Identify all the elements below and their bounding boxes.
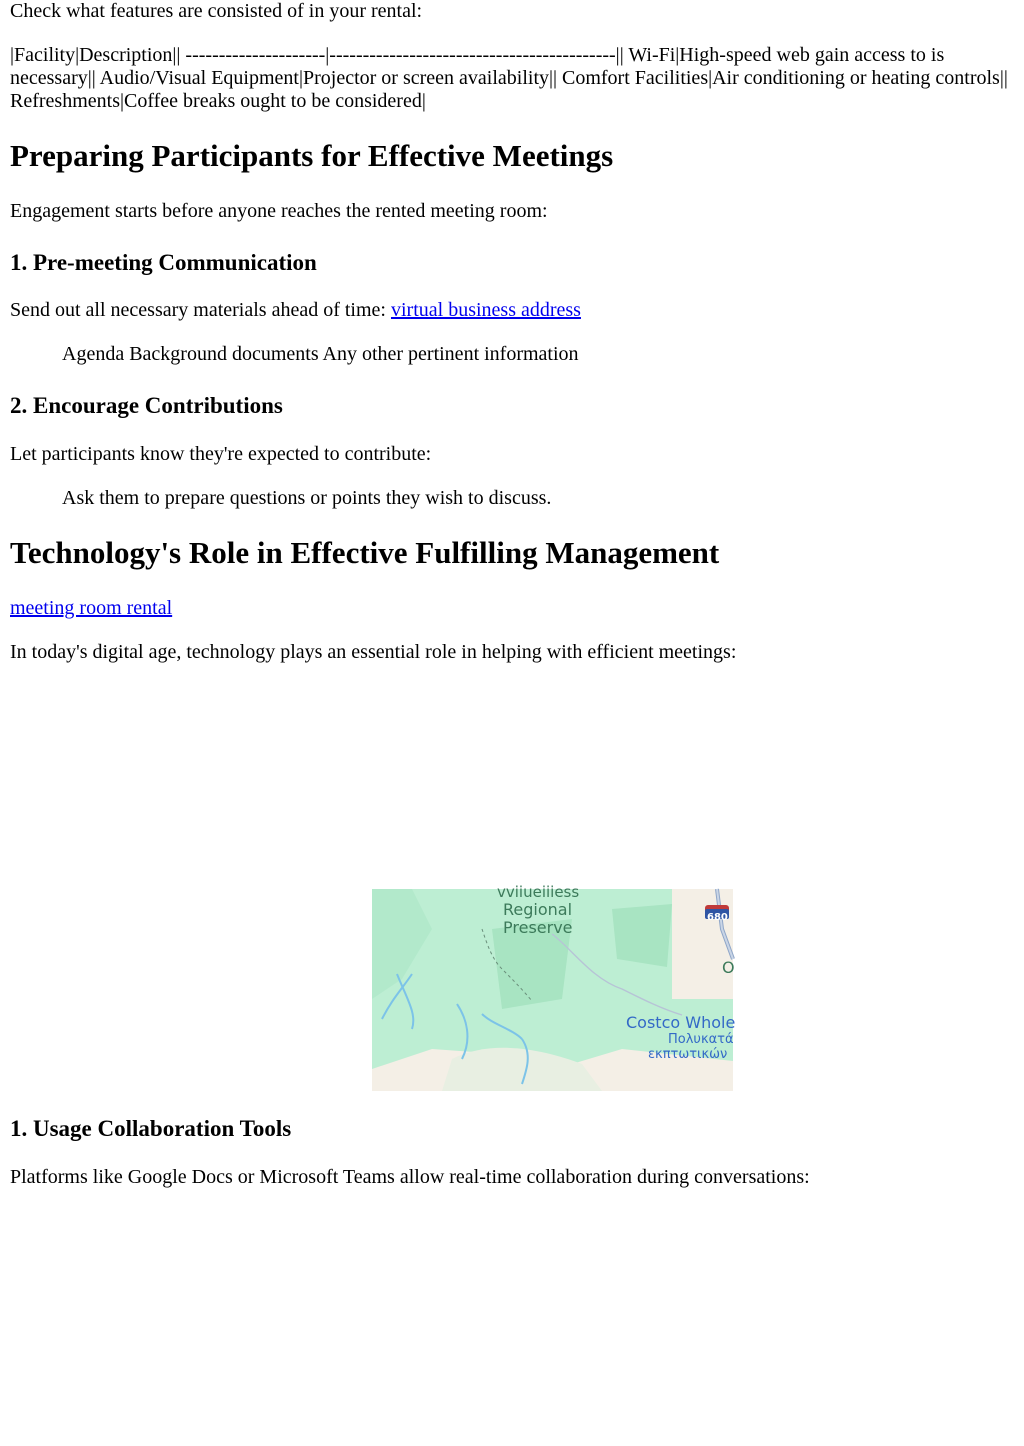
virtual-business-address-link[interactable]: virtual business address	[390, 299, 581, 321]
heading-technology-role: Technology's Role in Effective Fulfilling Management	[10, 535, 720, 570]
pre-meeting-text	[10, 299, 581, 322]
contributions-text: Let participants know they're expected to contribute:	[10, 443, 432, 465]
pre-meeting-text-label: Send out all necessary materials ahead of time:	[10, 299, 391, 321]
map-image[interactable]	[372, 883, 736, 1091]
rental-features-intro: Check what features are consisted of in your rental:	[10, 0, 423, 22]
heading-preparing-participants: Preparing Participants for Effective Meetings	[10, 138, 614, 173]
map-label-regional: Regional	[503, 900, 573, 919]
highway-680-shield: 680	[707, 912, 728, 923]
engagement-lead: Engagement starts before anyone reaches the rented meeting room:	[10, 200, 548, 222]
map-label-costco-greek-1: Πολυκατά	[668, 1032, 734, 1047]
map-label-wilderness: vviiueiiiess	[497, 883, 580, 901]
map-label-o: O	[722, 958, 735, 977]
facility-table-text: |Facility|Description|| ---------------------|-------------------------------------------|| Wi-Fi|High-speed web gain access to is necessary|| Audio/Visual Equipment|Projector or screen availability|| Comfort Facilities|Air conditioning or heating controls|| Refreshments|Coffee breaks ought to be considered|	[10, 44, 1008, 112]
map-label-preserve: Preserve	[503, 918, 573, 937]
map-label-costco-greek-2: εκπτωτικών	[648, 1047, 728, 1062]
heading-collaboration-tools: 1. Usage Collaboration Tools	[10, 1116, 292, 1141]
map-label-costco: Costco Whole	[626, 1013, 736, 1032]
contributions-list: Ask them to prepare questions or points they wish to discuss.	[62, 487, 552, 509]
materials-list: Agenda Background documents Any other pertinent information	[62, 343, 579, 365]
meeting-room-rental-link[interactable]: meeting room rental	[10, 597, 173, 619]
meeting-room-rental-line	[10, 597, 172, 620]
collaboration-text: Platforms like Google Docs or Microsoft Teams allow real-time collaboration during conversations:	[10, 1166, 810, 1188]
heading-encourage-contributions: 2. Encourage Contributions	[10, 393, 283, 418]
heading-pre-meeting-communication: 1. Pre-meeting Communication	[10, 250, 317, 275]
technology-lead: In today's digital age, technology plays an essential role in helping with efficient meetings:	[10, 641, 737, 663]
